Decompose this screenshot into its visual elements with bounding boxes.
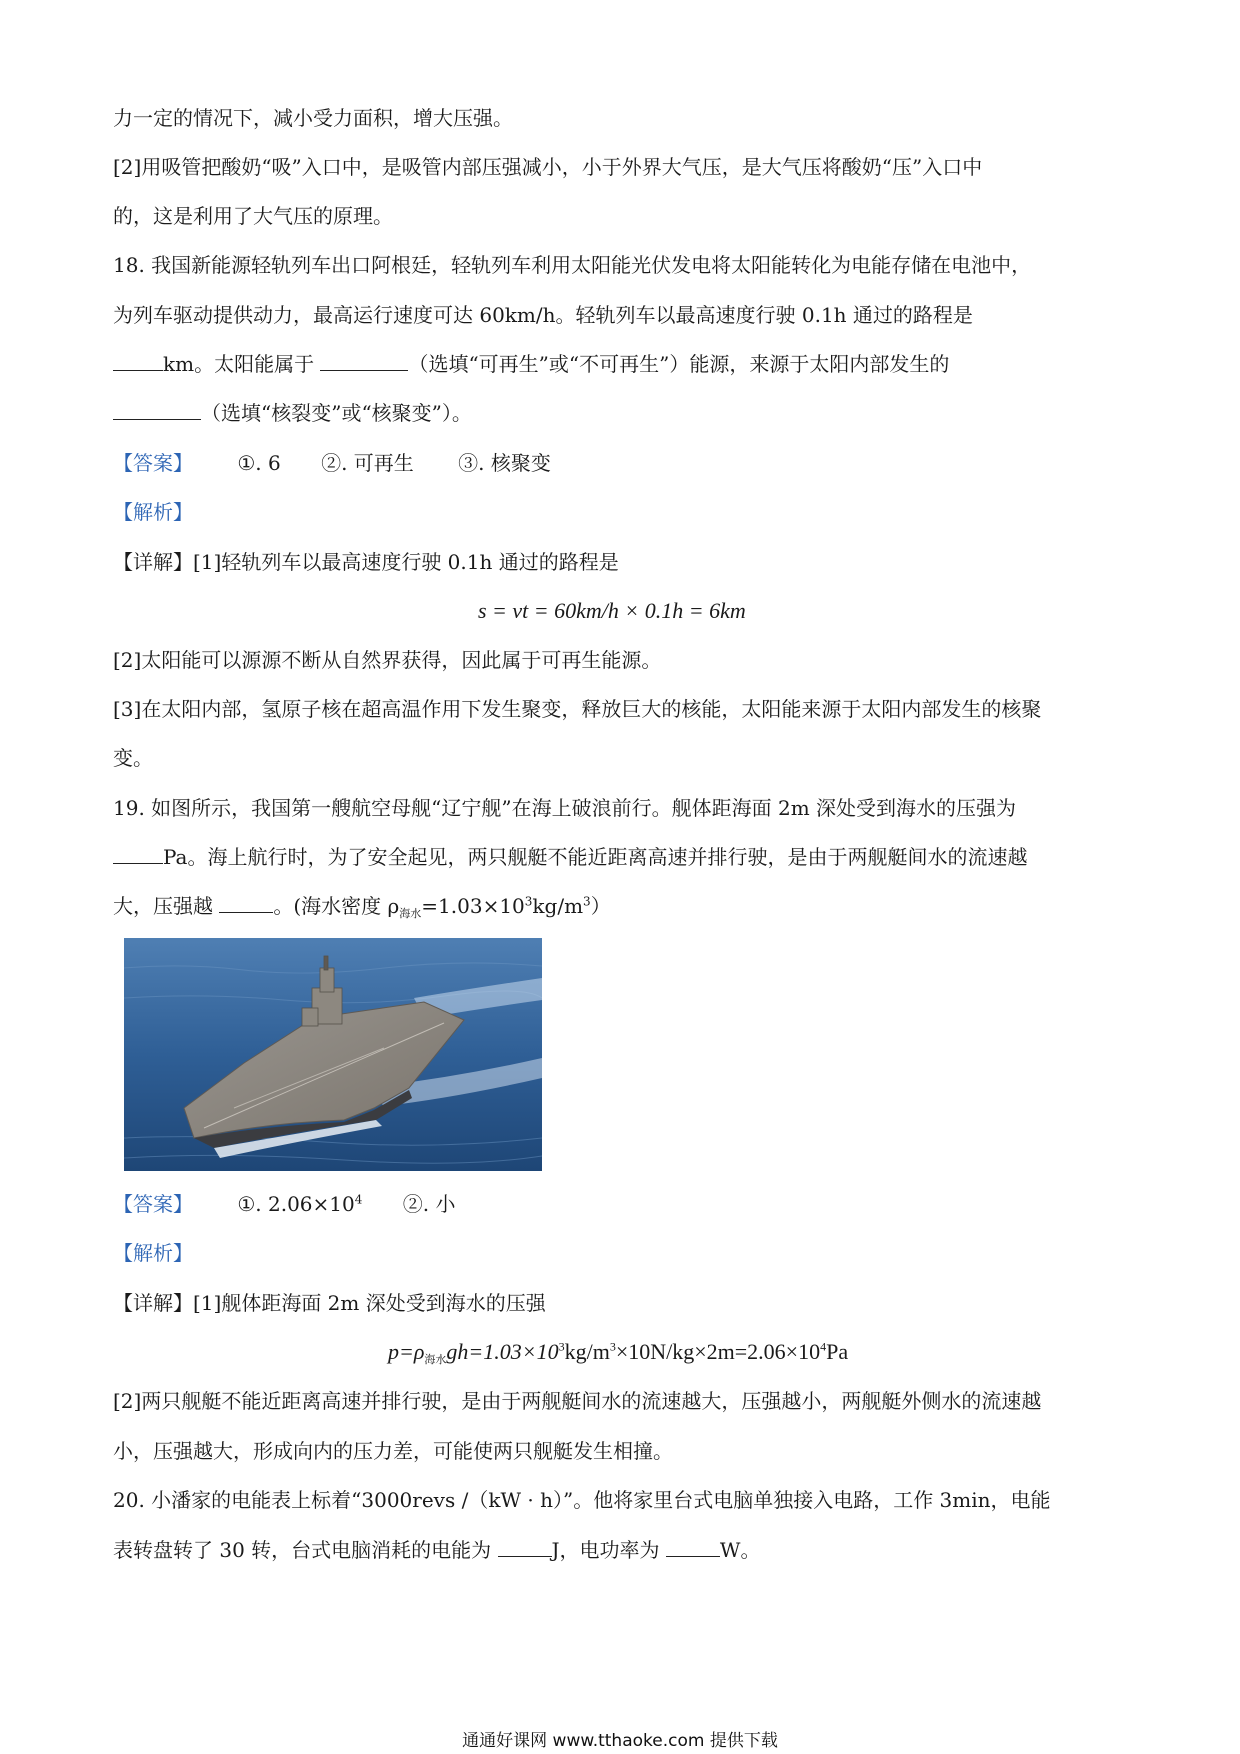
text-line xyxy=(113,399,472,427)
detail-label: 【详解】 xyxy=(113,550,193,574)
text-segment: gh=1.03×10 xyxy=(446,1339,559,1364)
text-line xyxy=(113,843,1027,871)
analysis-label: 【解析】 xyxy=(113,1241,193,1265)
superscript: 3 xyxy=(583,894,591,909)
text-segment: ×10N/kg×2m=2.06×10 xyxy=(615,1339,821,1364)
answer-label: 【答案】 xyxy=(113,1192,193,1216)
text-line xyxy=(113,350,949,378)
superscript: 4 xyxy=(820,1339,827,1354)
answer-2: ②. 小 xyxy=(402,1192,456,1216)
text-segment: kg/m xyxy=(564,1339,610,1364)
answer-1: ①. 6 xyxy=(237,451,281,475)
subscript: 海水 xyxy=(399,907,422,920)
text-segment: p=ρ xyxy=(388,1339,425,1364)
text-segment: （选填“核裂变”或“核聚变”）。 xyxy=(201,401,472,425)
text-segment: [1]舰体距海面 2m 深处受到海水的压强 xyxy=(193,1291,546,1315)
answer-row xyxy=(113,1190,455,1218)
question-20: 20. 小潘家的电能表上标着“3000revs /（kW · h）”。他将家里台式电脑单独接入电路，工作 3min，电能 xyxy=(113,1488,1051,1512)
text-segment: ①. 2.06×10 xyxy=(237,1192,355,1216)
formula-pressure xyxy=(388,1338,848,1374)
text-line: 的，这是利用了大气压的原理。 xyxy=(113,204,393,228)
text-segment: Pa xyxy=(826,1339,849,1364)
analysis-label: 【解析】 xyxy=(113,500,193,524)
text-segment: [1]轻轨列车以最高速度行驶 0.1h 通过的路程是 xyxy=(193,550,619,574)
text-segment: 大，压强越 xyxy=(113,894,213,918)
text-segment: ） xyxy=(590,894,611,918)
answer-1 xyxy=(237,1192,362,1216)
detail-label: 【详解】 xyxy=(113,1291,193,1315)
text-line xyxy=(113,892,611,928)
answer-blank xyxy=(498,1536,552,1557)
text-segment: J，电功率为 xyxy=(551,1538,660,1562)
text-segment: 表转盘转了 30 转，台式电脑消耗的电能为 xyxy=(113,1538,492,1562)
text-segment: =1.03×10 xyxy=(421,894,525,918)
answer-blank xyxy=(113,843,163,864)
subscript: 海水 xyxy=(424,1354,447,1366)
answer-3: ③. 核聚变 xyxy=(458,451,551,475)
answer-blank xyxy=(113,350,163,371)
answer-blank xyxy=(666,1536,720,1557)
text-line: 力一定的情况下，减小受力面积，增大压强。 xyxy=(113,106,513,130)
superscript: 3 xyxy=(524,894,533,909)
answer-row xyxy=(113,449,551,477)
superscript: 3 xyxy=(558,1339,565,1354)
text-segment: 。(海水密度 ρ xyxy=(273,894,400,918)
text-line: 小，压强越大，形成向内的压力差，可能使两只舰艇发生相撞。 xyxy=(113,1439,673,1463)
answer-blank xyxy=(113,399,201,420)
answer-blank xyxy=(219,892,273,913)
text-segment: W。 xyxy=(719,1538,761,1562)
text-line: 为列车驱动提供动力，最高运行速度可达 60km/h。轻轨列车以最高速度行驶 0.1h 通过的路程是 xyxy=(113,303,973,327)
text-segment: kg/m xyxy=(532,894,584,918)
text-line: [2]太阳能可以源源不断从自然界获得，因此属于可再生能源。 xyxy=(113,648,662,672)
text-line: [2]用吸管把酸奶“吸”入口中，是吸管内部压强减小，小于外界大气压，是大气压将酸奶“压”入口中 xyxy=(113,155,983,179)
formula-distance: s = vt = 60km/h × 0.1h = 6km xyxy=(478,598,746,623)
detail-row xyxy=(113,1289,546,1317)
text-segment: （选填“可再生”或“不可再生”）能源，来源于太阳内部发生的 xyxy=(408,352,950,376)
text-line: [2]两只舰艇不能近距离高速并排行驶，是由于两舰艇间水的流速越大，压强越小，两舰艇外侧水的流速越 xyxy=(113,1389,1042,1413)
question-19: 19. 如图所示，我国第一艘航空母舰“辽宁舰”在海上破浪前行。舰体距海面 2m 深处受到海水的压强为 xyxy=(113,796,1017,820)
aircraft-carrier-photo xyxy=(124,938,542,1171)
text-line xyxy=(113,1536,760,1564)
text-segment: Pa。海上航行时，为了安全起见，两只舰艇不能近距离高速并排行驶，是由于两舰艇间水的流速越 xyxy=(163,845,1028,869)
text-line: 变。 xyxy=(113,746,153,770)
answer-label: 【答案】 xyxy=(113,451,193,475)
superscript: 4 xyxy=(354,1192,363,1207)
text-line: [3]在太阳内部，氢原子核在超高温作用下发生聚变，释放巨大的核能，太阳能来源于太阳内部发生的核聚 xyxy=(113,697,1042,721)
page-footer: 通通好课网 www.tthaoke.com 提供下载 xyxy=(462,1731,778,1751)
answer-2: ②. 可再生 xyxy=(321,451,414,475)
text-segment: km。太阳能属于 xyxy=(163,352,315,376)
detail-row xyxy=(113,548,619,576)
superscript: 3 xyxy=(609,1339,616,1354)
answer-blank xyxy=(320,350,408,371)
aircraft-carrier-illustration xyxy=(124,938,542,1171)
question-18: 18. 我国新能源轻轨列车出口阿根廷，轻轨列车利用太阳能光伏发电将太阳能转化为电能存储在电池中， xyxy=(113,253,1032,277)
